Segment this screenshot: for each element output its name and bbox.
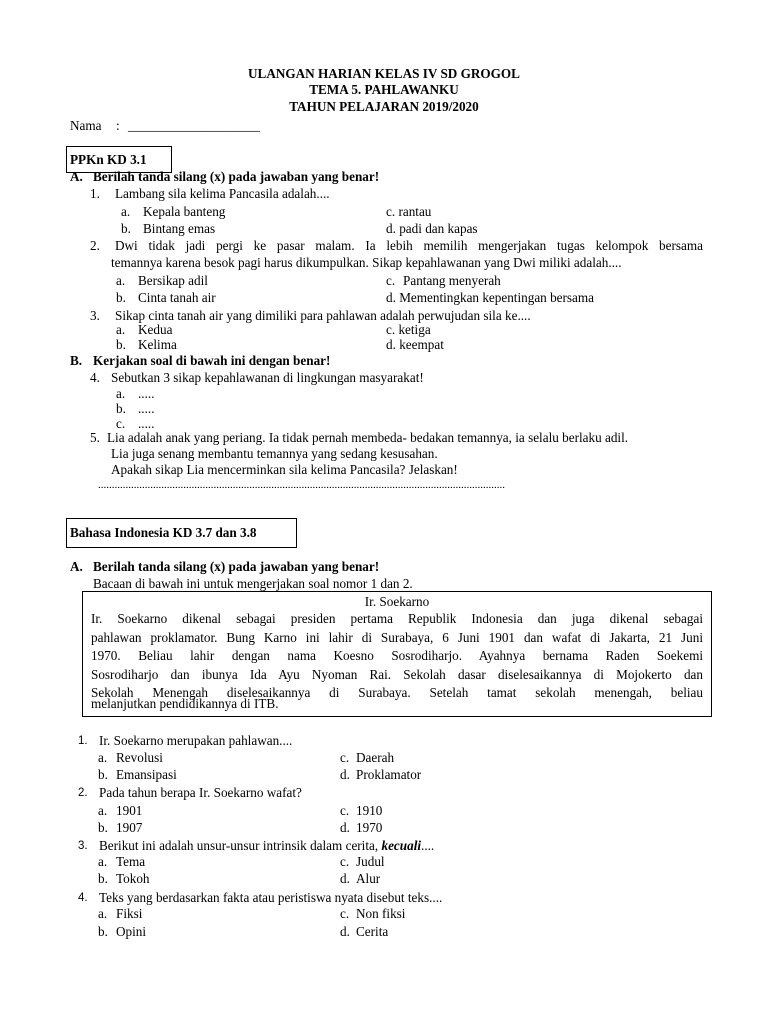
bindo-q4-d-text: Cerita	[356, 924, 389, 939]
name-blank[interactable]: ____________________	[128, 118, 260, 133]
ppkn-q2-number: 2.	[90, 238, 100, 253]
bindo-q3-b-text: Tokoh	[116, 871, 150, 886]
exam-theme: TEMA 5. PAHLAWANKU	[309, 82, 459, 97]
ppkn-q4-c-letter: c.	[116, 416, 126, 431]
bindo-q2-b-text: 1907	[116, 820, 143, 835]
bindo-q2-d-letter[interactable]: d.	[340, 820, 350, 835]
bindo-q3-text-main: Berikut ini adalah unsur-unsur intrinsik dalam cerita,	[99, 838, 379, 853]
bindo-q4-a-letter[interactable]: a.	[98, 906, 108, 921]
ppkn-q3-a-text: Kedua	[138, 322, 173, 337]
bindo-q3-a-text: Tema	[116, 854, 146, 869]
ppkn-q4-a-letter: a.	[116, 386, 126, 401]
bindo-q3-emphasis: kecuali	[381, 838, 422, 853]
ppkn-q3-text: Sikap cinta tanah air yang dimiliki para pahlawan adalah perwujudan sila ke....	[115, 308, 531, 323]
bindo-q1-text: Ir. Soekarno merupakan pahlawan....	[99, 733, 293, 748]
bindo-q2-d-text: 1970	[356, 820, 383, 835]
bindo-q1-b-text: Emansipasi	[116, 767, 177, 782]
passage-title: Ir. Soekarno	[364, 594, 430, 609]
bindo-q2-text: Pada tahun berapa Ir. Soekarno wafat?	[99, 785, 302, 800]
ppkn-q3-c[interactable]: c. ketiga	[386, 322, 431, 337]
ppkn-q5-answer-line[interactable]: ....................................................................................................................................................	[98, 479, 505, 491]
ppkn-q1-c[interactable]: c. rantau	[386, 204, 432, 219]
ppkn-q1-b-text: Bintang emas	[143, 221, 216, 236]
bindo-q1-b-letter[interactable]: b.	[98, 767, 108, 782]
bindo-q3-b-letter[interactable]: b.	[98, 871, 108, 886]
passage-line-5: Sekolah Menengah diselesaikannya di Surabaya. Setelah tamat sekolah menengah, beliau	[91, 685, 703, 700]
exam-year: TAHUN PELAJARAN 2019/2020	[289, 99, 479, 114]
bindo-part-a-label: A.	[70, 559, 83, 574]
ppkn-q4-b-letter: b.	[116, 401, 126, 416]
passage-line-4: Sosrodiharjo dan ibunya Ida Ayu Nyoman Rai. Sekolah dasar diselesaikannya di Mojokerto dan	[91, 666, 703, 682]
ppkn-q3-b-text: Kelima	[138, 337, 177, 352]
ppkn-q5-number: 5.	[90, 430, 100, 445]
bindo-q1-c-letter[interactable]: c.	[340, 750, 350, 765]
bindo-q2-b-letter[interactable]: b.	[98, 820, 108, 835]
ppkn-q3-d[interactable]: d. keempat	[386, 337, 444, 352]
bindo-q2-a-text: 1901	[116, 803, 143, 818]
ppkn-q4-b-blank[interactable]: .....	[138, 401, 155, 416]
ppkn-q1-d[interactable]: d. padi dan kapas	[386, 221, 478, 236]
ppkn-q4-c-blank[interactable]: .....	[138, 416, 155, 431]
bindo-q4-b-text: Opini	[116, 924, 147, 939]
bindo-q1-a-text: Revolusi	[116, 750, 163, 765]
bindo-q3-tail: ....	[421, 838, 435, 853]
bindo-q1-number: 1.	[78, 735, 88, 747]
ppkn-q2-line2: temannya karena besok pagi harus dikumpulkan. Sikap kepahlawanan yang Dwi miliki adalah....	[111, 255, 622, 270]
bindo-part-a-instruction: Berilah tanda silang (x) pada jawaban yang benar!	[93, 559, 380, 574]
ppkn-part-b-label: B.	[70, 353, 83, 368]
ppkn-part-a-instruction: Berilah tanda silang (x) pada jawaban yang benar!	[93, 169, 380, 184]
bindo-q1-c-text: Daerah	[356, 750, 395, 765]
ppkn-q4-text: Sebutkan 3 sikap kepahlawanan di lingkungan masyarakat!	[111, 370, 424, 385]
ppkn-part-b-instruction: Kerjakan soal di bawah ini dengan benar!	[93, 353, 331, 368]
ppkn-q2-b-letter[interactable]: b.	[116, 290, 126, 305]
bindo-q3-a-letter[interactable]: a.	[98, 854, 108, 869]
ppkn-q2-c-text: Pantang menyerah	[403, 273, 501, 288]
ppkn-q1-a-letter[interactable]: a.	[121, 204, 131, 219]
name-colon: :	[116, 118, 120, 133]
ppkn-q1-a-text: Kepala banteng	[143, 204, 226, 219]
ppkn-q5-line3: Apakah sikap Lia mencerminkan sila kelima Pancasila? Jelaskan!	[111, 462, 458, 477]
bindo-q3-number: 3.	[78, 840, 88, 852]
ppkn-q4-a-blank[interactable]: .....	[138, 386, 155, 401]
bindo-q1-d-letter[interactable]: d.	[340, 767, 350, 782]
bindo-passage-intro: Bacaan di bawah ini untuk mengerjakan soal nomor 1 dan 2.	[93, 576, 413, 591]
ppkn-q4-number: 4.	[90, 370, 100, 385]
ppkn-q3-a-letter[interactable]: a.	[116, 322, 126, 337]
ppkn-q1-number: 1.	[90, 186, 100, 201]
passage-line-6: melanjutkan pendidikannya di ITB.	[91, 696, 279, 711]
ppkn-q1-b-letter[interactable]: b.	[121, 221, 131, 236]
bindo-q4-a-text: Fiksi	[116, 906, 143, 921]
ppkn-q2-c-letter[interactable]: c.	[386, 273, 396, 288]
bindo-q3-d-letter[interactable]: d.	[340, 871, 350, 886]
ppkn-title: PPKn KD 3.1	[70, 152, 147, 167]
bindo-q1-d-text: Proklamator	[356, 767, 422, 782]
bindo-q2-c-text: 1910	[356, 803, 383, 818]
bindo-q4-number: 4.	[78, 892, 88, 904]
ppkn-q2-a-letter[interactable]: a.	[116, 273, 126, 288]
passage-line-1: Ir. Soekarno dikenal sebagai presiden pertama Republik Indonesia dan juga dikenal sebagai	[91, 611, 703, 626]
bindo-q4-c-text: Non fiksi	[356, 906, 406, 921]
ppkn-q3-number: 3.	[90, 308, 100, 323]
bindo-q2-a-letter[interactable]: a.	[98, 803, 108, 818]
ppkn-q2-line1: Dwi tidak jadi pergi ke pasar malam. Ia lebih memilih mengerjakan tugas kelompok bersama	[115, 238, 703, 253]
bindo-q4-b-letter[interactable]: b.	[98, 924, 108, 939]
bindo-q3-c-text: Judul	[356, 854, 385, 869]
ppkn-q3-b-letter[interactable]: b.	[116, 337, 126, 352]
bindo-q2-c-letter[interactable]: c.	[340, 803, 350, 818]
ppkn-q2-b-text: Cinta tanah air	[138, 290, 216, 305]
bindo-q3-text	[99, 837, 434, 854]
ppkn-q2-a-text: Bersikap adil	[138, 273, 208, 288]
bindo-q3-d-text: Alur	[356, 871, 381, 886]
passage-line-3: 1970. Beliau lahir dengan nama Koesno Sosrodiharjo. Ayahnya bernama Raden Soekemi	[91, 648, 703, 663]
bindo-q2-number: 2.	[78, 787, 88, 799]
ppkn-q1-text: Lambang sila kelima Pancasila adalah....	[115, 186, 330, 201]
passage-line-2: pahlawan proklamator. Bung Karno ini lahir di Surabaya, 6 Juni 1901 dan wafat di Jakarta, 21 Juni	[91, 629, 703, 645]
bindo-q4-d-letter[interactable]: d.	[340, 924, 350, 939]
ppkn-part-a-label: A.	[70, 169, 83, 184]
bindo-q4-text: Teks yang berdasarkan fakta atau peristiswa nyata disebut teks....	[99, 890, 443, 905]
name-label: Nama	[70, 118, 102, 133]
exam-title: ULANGAN HARIAN KELAS IV SD GROGOL	[248, 66, 520, 81]
ppkn-q5-line2: Lia juga senang membantu temannya yang sedang kesusahan.	[111, 446, 438, 461]
bindo-q1-a-letter[interactable]: a.	[98, 750, 108, 765]
bindo-q3-c-letter[interactable]: c.	[340, 854, 350, 869]
bindo-q4-c-letter[interactable]: c.	[340, 906, 350, 921]
bindo-title: Bahasa Indonesia KD 3.7 dan 3.8	[70, 525, 257, 540]
ppkn-q5-line1: Lia adalah anak yang periang. Ia tidak pernah membeda- bedakan temannya, ia selalu berlaku adil.	[107, 430, 629, 445]
ppkn-q2-d[interactable]: d. Mementingkan kepentingan bersama	[386, 290, 595, 305]
